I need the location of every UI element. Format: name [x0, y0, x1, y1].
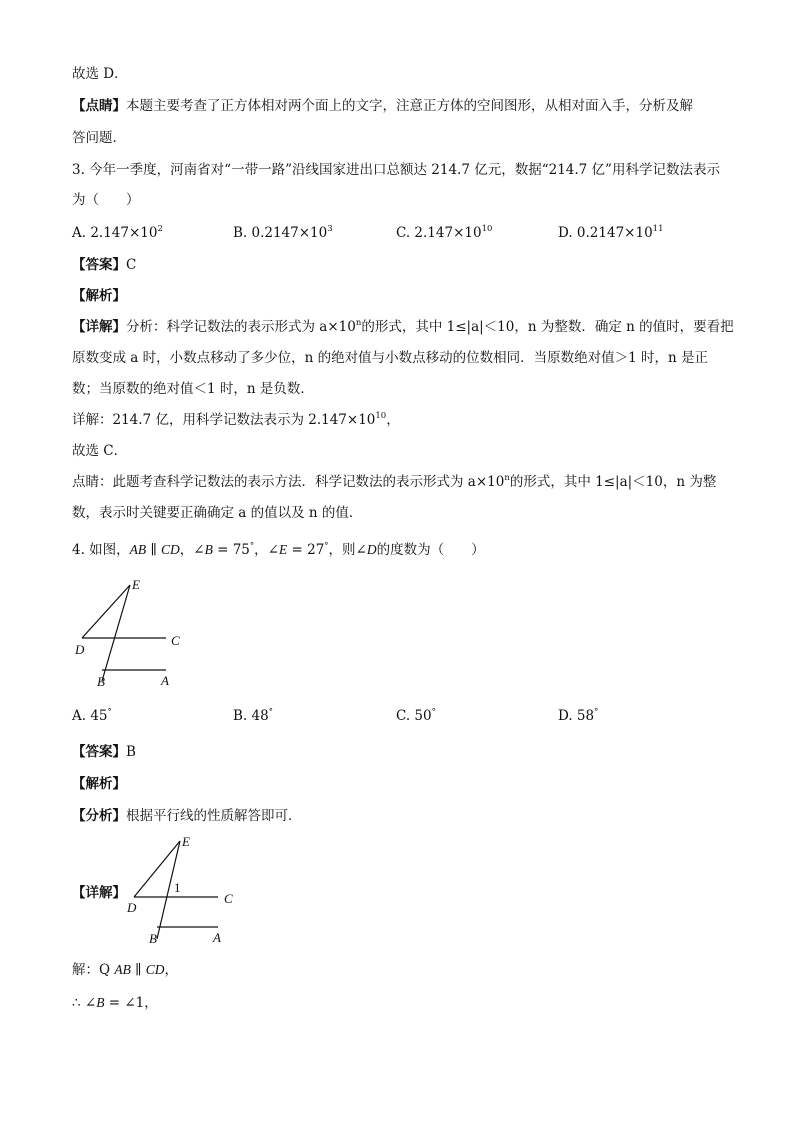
q4-stem-text: 的度数为（ ） — [376, 542, 485, 558]
q3-option-c — [396, 223, 492, 243]
label-e: E — [132, 577, 140, 592]
label-d: D — [127, 900, 137, 915]
sol-text: = ∠1 — [104, 995, 145, 1011]
fenxi-tag: 【分析】 — [72, 808, 126, 824]
sol-text: ， — [144, 995, 158, 1011]
answer-tag: 【答案】 — [72, 257, 126, 273]
q4-option-b-text: B. 48 — [233, 708, 269, 724]
degree-sign: ° — [249, 541, 255, 551]
q4-answer — [72, 742, 136, 762]
label-c: C — [171, 633, 180, 648]
degree-sign: ° — [431, 707, 436, 717]
q4-stem-text: = 27 — [287, 542, 325, 558]
question-4-stem — [72, 540, 485, 560]
q4-figure — [70, 575, 190, 690]
sol-text: ， — [164, 962, 178, 978]
q4-option-d — [558, 706, 598, 726]
q3-jiexi-tag: 【解析】 — [72, 288, 126, 304]
q4-option-c — [396, 706, 436, 726]
text-line — [72, 96, 693, 116]
q4-xiangjie-tag: 【详解】 — [72, 885, 126, 901]
q3-option-b-exp: 3 — [327, 224, 333, 234]
degree-sign: ° — [594, 707, 599, 717]
q4-stem-var: AB — [129, 542, 147, 557]
q3-option-c-base: C. 2.147×10 — [396, 225, 482, 241]
q3-detail-exp: n — [504, 473, 510, 483]
label-angle-1: 1 — [174, 880, 181, 895]
q3-detail-line — [72, 472, 716, 492]
q3-detail-text: 分析：科学记数法的表示形式为 a×10 — [126, 319, 356, 335]
q4-option-b — [233, 706, 273, 726]
degree-sign: ° — [107, 707, 112, 717]
q3-detail-line: 数，表示时关键要正确确定 a 的值以及 n 的值． — [72, 505, 363, 521]
q4-stem-text: ，则∠ — [328, 542, 367, 558]
xiangjie-tag: 【详解】 — [72, 319, 126, 335]
sol-var: AB — [114, 962, 131, 977]
q3-detail-line: 数；当原数的绝对值＜1 时，n 是负数． — [72, 381, 314, 397]
q3-detail-text: 的形式，其中 1≤|a|＜10，n 为整 — [509, 474, 717, 490]
sol-var: CD — [145, 962, 165, 977]
label-d: D — [75, 642, 85, 657]
q3-detail-line — [72, 410, 400, 430]
answer-tag: 【答案】 — [72, 744, 126, 760]
q3-detail-line: 故选 C． — [72, 443, 128, 459]
question-3-stem-cont: 为（ ） — [72, 192, 140, 208]
q4-stem-text: 4. 如图， — [72, 542, 130, 558]
text-line: 答问题． — [72, 130, 126, 146]
answer-value: B — [126, 744, 136, 760]
q3-detail-text: ， — [386, 412, 400, 428]
q4-stem-text: ，∠ — [179, 542, 205, 558]
q3-option-c-exp: 10 — [481, 224, 493, 234]
q3-detail-text: 详解：214.7 亿，用科学记数法表示为 2.147×10 — [72, 412, 376, 428]
q3-option-a-exp: 2 — [157, 224, 163, 234]
dianjing-tag: 【点睛】 — [72, 98, 126, 114]
label-a: A — [213, 930, 221, 945]
q3-detail-exp: 10 — [375, 411, 387, 421]
q4-jiexi-tag: 【解析】 — [72, 776, 126, 792]
text-line: 故选 D． — [72, 66, 128, 82]
q4-stem-var: B — [204, 542, 213, 557]
sol-var: B — [96, 995, 105, 1010]
q4-option-a-text: A. 45 — [72, 708, 108, 724]
q4-solution-line-2 — [72, 993, 158, 1013]
q4-stem-var: CD — [161, 542, 180, 557]
q4-fenxi — [72, 806, 302, 826]
question-3-stem: 3. 今年一季度，河南省对“一带一路”沿线国家进出口总额达 214.7 亿元，数据“214.7 亿”用科学记数法表示 — [72, 162, 720, 178]
label-b: B — [97, 674, 105, 689]
label-b: B — [149, 931, 157, 946]
q3-option-d — [558, 223, 663, 243]
q4-solution-figure — [120, 833, 240, 948]
q3-detail-line — [72, 317, 734, 337]
q4-stem-text: = 75 — [212, 542, 250, 558]
q3-answer — [72, 255, 136, 275]
sol-text: ∴ ∠ — [72, 995, 97, 1011]
q4-option-a — [72, 706, 112, 726]
line-eb — [102, 585, 130, 681]
sol-text: 解：Q — [72, 962, 115, 978]
q3-option-b — [233, 223, 333, 243]
degree-sign: ° — [324, 541, 329, 551]
label-a: A — [161, 673, 169, 688]
dianjing-text: 本题主要考查了正方体相对两个面上的文字，注意正方体的空间图形，从相对面入手，分析及解 — [126, 98, 693, 114]
sol-text: ∥ — [130, 962, 146, 978]
q3-option-a-base: A. 2.147×10 — [72, 225, 158, 241]
q4-option-d-text: D. 58 — [558, 708, 595, 724]
q3-detail-line: 原数变成 a 时，小数点移动了多少位，n 的绝对值与小数点移动的位数相同．当原数绝对值＞1 时，n 是正 — [72, 350, 708, 366]
fenxi-text: 根据平行线的性质解答即可． — [126, 808, 302, 824]
q3-option-d-base: D. 0.2147×10 — [558, 225, 653, 241]
q3-detail-text: 点睛：此题考查科学记数法的表示方法．科学记数法的表示形式为 a×10 — [72, 474, 505, 490]
q4-option-c-text: C. 50 — [396, 708, 432, 724]
q3-option-b-base: B. 0.2147×10 — [233, 225, 328, 241]
q4-stem-var: D — [366, 542, 377, 557]
label-c: C — [224, 891, 233, 906]
answer-value: C — [126, 257, 137, 273]
q3-detail-text: 的形式，其中 1≤|a|＜10，n 为整数．确定 n 的值时，要看把 — [361, 319, 734, 335]
q4-stem-text: ∥ — [146, 542, 161, 558]
degree-sign: ° — [268, 707, 273, 717]
q3-option-a — [72, 223, 163, 243]
q3-option-d-exp: 11 — [652, 224, 664, 234]
q4-stem-text: ，∠ — [254, 542, 279, 558]
q4-solution-line-1 — [72, 960, 178, 980]
label-e: E — [182, 834, 190, 849]
q3-detail-exp: n — [355, 318, 362, 328]
q4-stem-var: E — [278, 542, 288, 557]
